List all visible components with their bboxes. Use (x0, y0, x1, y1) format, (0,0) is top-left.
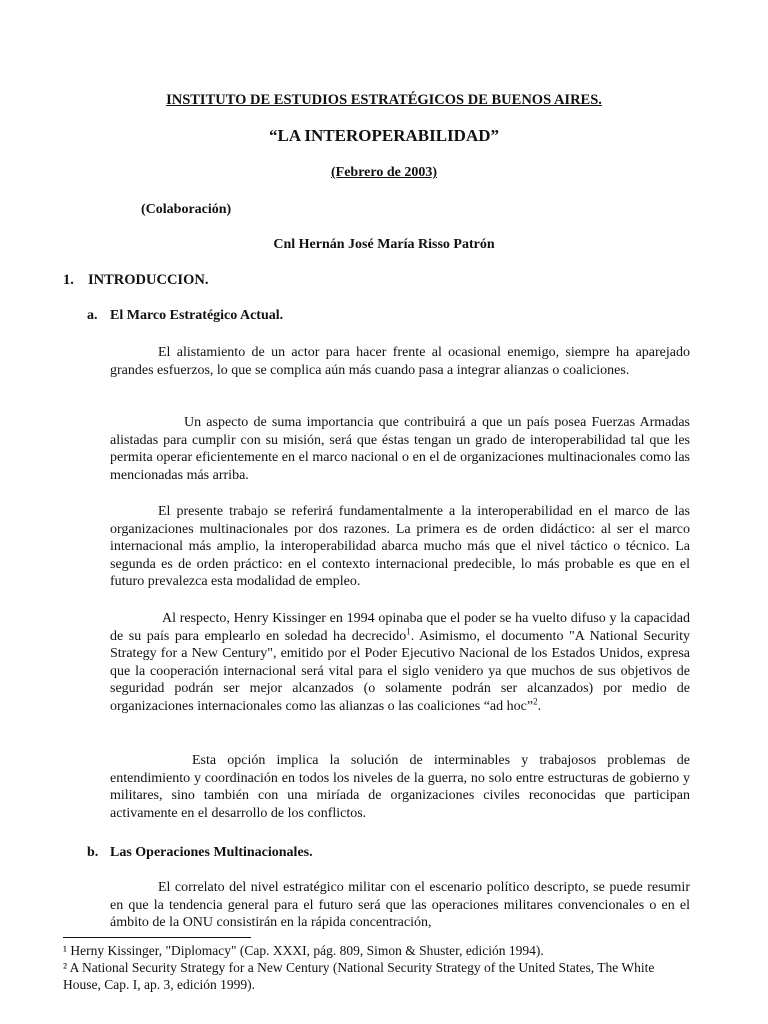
paragraph-1: El alistamiento de un actor para hacer frente al ocasional enemigo, siempre ha aparejado grandes esfuerzos, lo que se complica aún más cuando pasa a integrar alianzas o coaliciones. (110, 345, 690, 378)
footnote-ref-1: 1 (406, 625, 411, 636)
footnote-2: ² A National Security Strategy for a New Century (National Security Strategy of the United States, The White House, Cap. I, ap. 3, edición 1999). (63, 960, 655, 992)
paragraph-4-part-2: . Asimismo, el documento "A National Security Strategy for a New Century", emitido por el Poder Ejecutivo Nacional de los Estados Unidos, expresa que la cooperación internacional será vital para el siglo venidero ya que muchos de sus objetivos de seguridad podrán ser mejor alcanzados (o solamente podrán ser alcanzados) por medio de organizaciones internacionales como las alianzas o las coaliciones “ad hoc” (110, 628, 690, 714)
footnotes (63, 942, 691, 993)
subsection-b-heading (87, 845, 313, 861)
subsection-title: El Marco Estratégico Actual. (110, 308, 284, 323)
paragraph-5: Esta opción implica la solución de interminables y trabajosos problemas de entendimiento y coordinación en todos los niveles de la guerra, no solo entre estructuras de gobierno y militares, sino también con una miríada de organizaciones civiles reconocidas que participan activamente en el desarrollo de los conflictos. (110, 753, 690, 821)
paragraph-4 (110, 610, 690, 715)
document-title: “LA INTEROPERABILIDAD” (268, 126, 499, 145)
footnote-1: ¹ Herny Kissinger, "Diplomacy" (Cap. XXXI, pág. 809, Simon & Shuster, edición 1994). (63, 943, 544, 958)
paragraph-2: Un aspecto de suma importancia que contribuirá a que un país posea Fuerzas Armadas alistadas para cumplir con su misión, será que éstas tengan un grado de interoperabilidad tal que les permita operar eficientemente en el marco nacional o en el de organizaciones multinacionales como las mencionadas más arriba. (110, 415, 690, 483)
collaboration-label: (Colaboración) (141, 202, 232, 217)
section-title: INTRODUCCION. (88, 272, 209, 288)
document-date: (Febrero de 2003) (330, 165, 437, 180)
institute-heading: INSTITUTO DE ESTUDIOS ESTRATÉGICOS DE BUENOS AIRES. (166, 92, 602, 108)
paragraph-3: El presente trabajo se referirá fundamentalmente a la interoperabilidad en el marco de las organizaciones multinacionales por dos razones. La primera es de orden didáctico: al ser el marco internacional más amplio, la interoperabilidad abarca mucho más que el nivel táctico o técnico. La segunda es de orden práctico: en el contexto internacional predecible, lo más probable es que en el futuro prevalezca esta modalidad de empleo. (110, 504, 690, 589)
subsection-letter: b. (87, 845, 99, 860)
paragraph-6: El correlato del nivel estratégico militar con el escenario político descripto, se puede resumir en que la tendencia general para el futuro será que las operaciones militares convencionales o en el ámbito de la ONU consistirán en la rápida concentración, (110, 880, 690, 930)
section-number: 1. (63, 272, 74, 288)
paragraph-4-part-3: . (537, 698, 542, 714)
subsection-letter: a. (87, 308, 98, 323)
paragraph-4-part-1: Al respecto, Henry Kissinger en 1994 opinaba que el poder se ha vuelto difuso y la capacidad de su país para emplearlo en soledad ha decrecido (110, 611, 690, 644)
subsection-a-heading (87, 308, 283, 324)
footnote-ref-2: 2 (533, 695, 538, 706)
subsection-title: Las Operaciones Multinacionales. (110, 845, 313, 860)
footnote-separator (63, 937, 251, 938)
section-1-heading (63, 272, 208, 289)
author-name: Cnl Hernán José María Risso Patrón (273, 237, 495, 252)
